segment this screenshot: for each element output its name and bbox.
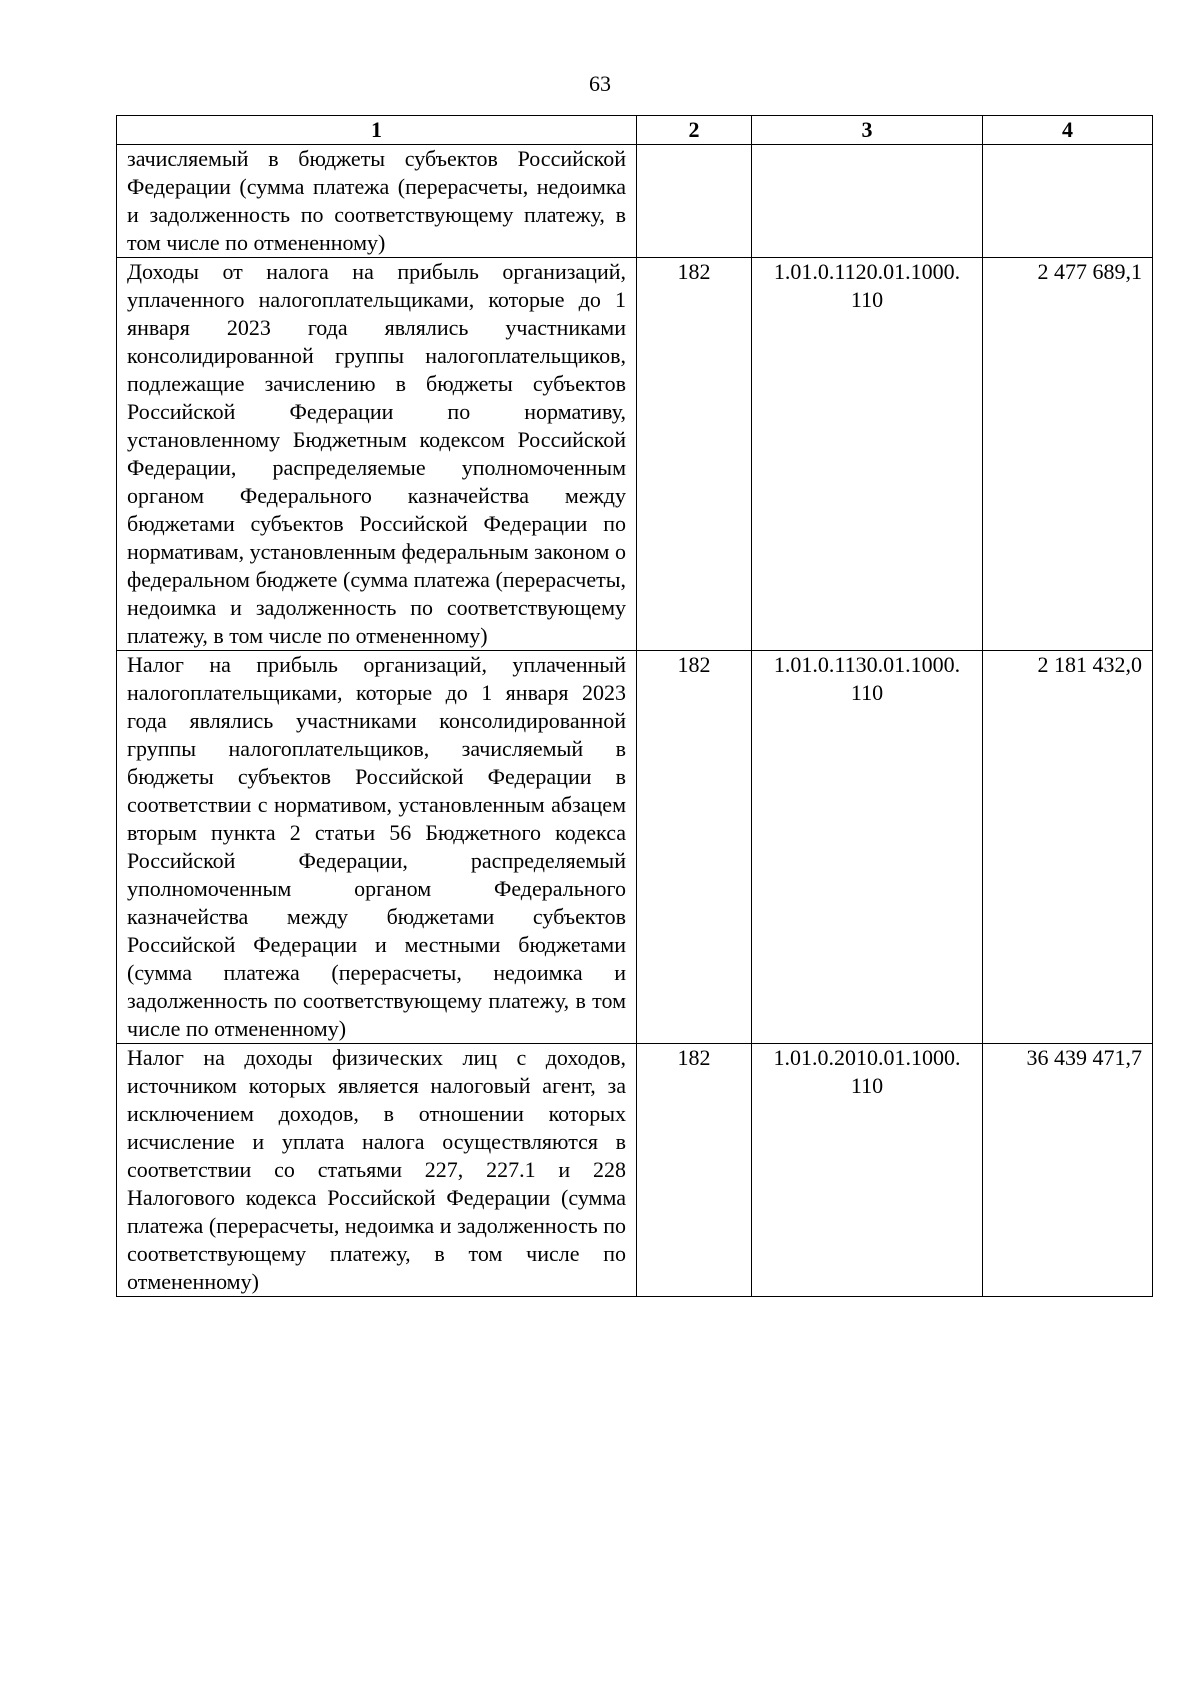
column-header-1: 1 xyxy=(117,116,637,145)
classification-code-cell xyxy=(752,145,983,258)
column-header-4: 4 xyxy=(983,116,1153,145)
income-name-cell: Доходы от налога на прибыль организаций, уплаченного налогоплательщиками, которые до 1 января 2023 года являлись участниками консолидированной группы налогоплательщиков, подлежащие зачислению в бюджеты субъектов Российской Федерации по нормативу, установленному Бюджетным кодексом Российской Федерации, распределяемые уполномоченным органом Федерального казначейства между бюджетами субъектов Российской Федерации по нормативам, установленным федеральным законом о федеральном бюджете (сумма платежа (перерасчеты, недоимка и задолженность по соответствующему платежу, в том числе по отмененному) xyxy=(117,258,637,651)
amount-cell: 2 477 689,1 xyxy=(983,258,1153,651)
admin-code-cell: 182 xyxy=(637,1044,752,1297)
header-row xyxy=(117,116,1153,145)
amount-cell xyxy=(983,145,1153,258)
income-name-cell: Налог на прибыль организаций, уплаченный налогоплательщиками, которые до 1 января 2023 года являлись участниками консолидированной группы налогоплательщиков, зачисляемый в бюджеты субъектов Российской Федерации в соответствии с нормативом, установленным абзацем вторым пункта 2 статьи 56 Бюджетного кодекса Российской Федерации, распределяемый уполномоченным органом Федерального казначейства между бюджетами субъектов Российской Федерации и местными бюджетами (сумма платежа (перерасчеты, недоимка и задолженность по соответствующему платежу, в том числе по отмененному) xyxy=(117,651,637,1044)
table-row xyxy=(117,1044,1153,1297)
table-row xyxy=(117,258,1153,651)
admin-code-cell: 182 xyxy=(637,651,752,1044)
admin-code-cell xyxy=(637,145,752,258)
table-header xyxy=(117,116,1153,145)
income-name-cell: Налог на доходы физических лиц с доходов, источником которых является налоговый агент, за исключением доходов, в отношении которых исчисление и уплата налога осуществляются в соответствии со статьями 227, 227.1 и 228 Налогового кодекса Российской Федерации (сумма платежа (перерасчеты, недоимка и задолженность по соответствующему платежу, в том числе по отмененному) xyxy=(117,1044,637,1297)
revenue-table xyxy=(116,115,1153,1297)
admin-code-cell: 182 xyxy=(637,258,752,651)
amount-cell: 36 439 471,7 xyxy=(983,1044,1153,1297)
page-number: 63 xyxy=(589,71,611,96)
classification-code-cell: 1.01.0.1130.01.1000. 110 xyxy=(752,651,983,1044)
table-row xyxy=(117,651,1153,1044)
table-row xyxy=(117,145,1153,258)
amount-cell: 2 181 432,0 xyxy=(983,651,1153,1044)
column-header-3: 3 xyxy=(752,116,983,145)
classification-code-cell: 1.01.0.1120.01.1000. 110 xyxy=(752,258,983,651)
income-name-cell: зачисляемый в бюджеты субъектов Российской Федерации (сумма платежа (перерасчеты, недоимка и задолженность по соответствующему платежу, в том числе по отмененному) xyxy=(117,145,637,258)
classification-code-cell: 1.01.0.2010.01.1000. 110 xyxy=(752,1044,983,1297)
column-header-2: 2 xyxy=(637,116,752,145)
table-body xyxy=(117,145,1153,1297)
